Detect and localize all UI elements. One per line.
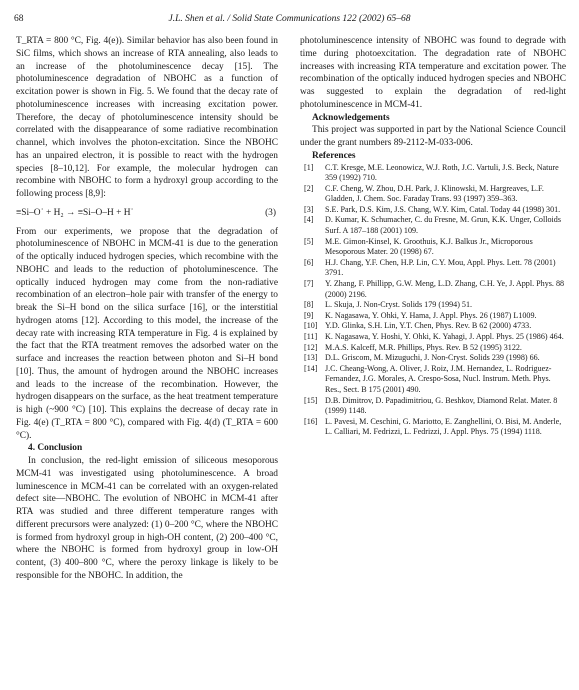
page-header xyxy=(14,14,565,28)
section-heading-conclusion: 4. Conclusion xyxy=(28,443,83,454)
section-heading-acknowledgements: Acknowledgements xyxy=(312,112,390,123)
reference-item xyxy=(300,237,566,258)
reference-number: [11] xyxy=(304,332,318,341)
section-heading-references: References xyxy=(312,150,356,161)
right-column xyxy=(300,35,566,438)
reference-text: Y.D. Glinka, S.H. Lin, Y.T. Chen, Phys. Rev. B 62 (2000) 4733. xyxy=(325,321,532,331)
reference-number: [1] xyxy=(304,162,314,172)
reference-text: H.J. Chang, Y.F. Chen, H.P. Lin, C.Y. Mou, Appl. Phys. Lett. 78 (2001) 3791. xyxy=(325,257,556,278)
reference-item xyxy=(300,353,566,364)
references-list xyxy=(300,163,566,438)
reference-number: [7] xyxy=(304,279,314,289)
reference-number: [6] xyxy=(304,257,314,267)
reference-item xyxy=(300,332,566,343)
reference-item xyxy=(300,258,566,279)
reference-text: K. Nagasawa, Y. Ohki, Y. Hama, J. Appl. Phys. 26 (1987) L1009. xyxy=(325,310,537,320)
reference-text: Y. Zhang, F. Phillipp, G.W. Meng, L.D. Zhang, C.H. Ye, J. Appl. Phys. 88 (2000) 2196. xyxy=(325,279,565,299)
reference-text: D. Kumar, K. Schumacher, C. du Fresne, M. Grun, K.K. Unger, Colloids Surf. A 187–188 (2001) 109. xyxy=(325,215,561,236)
reference-text: D.L. Griscom, M. Mizuguchi, J. Non-Cryst. Solids 239 (1998) 66. xyxy=(325,353,540,363)
reference-number: [5] xyxy=(304,236,314,246)
reference-number: [15] xyxy=(304,395,318,405)
reference-item xyxy=(300,417,566,438)
reference-text: L. Skuja, J. Non-Cryst. Solids 179 (1994) 51. xyxy=(325,300,473,310)
conclusion-paragraph: In conclusion, the red-light emission of siliceous mesoporous MCM-41 was investigated using photoluminescence. A broad luminescence in MCM-41 can be correlated with an oxygen-related defect site—NBOHC. The evolution of NBOHC in MCM-41 after RTA was studied and three different temperature ranges with different precursors were analyzed: (1) 0–200 °C, where the NBOHC is formed from hydroxyl group in high-OH content, (2) 200–400 °C, where the NBOHC is formed from hydroxyl group in low-OH content, (3) 400–800 °C, where the peroxy linkage is likely to be responsible for the NBOHC. In addition, the xyxy=(16,456,278,581)
reference-text: C.F. Cheng, W. Zhou, D.H. Park, J. Klinowski, M. Hargreaves, L.F. Gladden, J. Chem. Soc. Faraday Trans. 93 (1997) 359–363. xyxy=(325,183,544,204)
reference-item xyxy=(300,163,566,184)
reference-number: [14] xyxy=(304,363,318,373)
reference-item xyxy=(300,364,566,396)
equation-formula: ≡Si–O˙ + H₂ → ≡Si–O–H + H˙ xyxy=(16,207,134,218)
reference-number: [2] xyxy=(304,183,314,193)
reference-text: C.T. Kresge, M.E. Leonowicz, W.J. Roth, J.C. Vartuli, J.S. Beck, Nature 359 (1992) 710. xyxy=(325,162,559,183)
reference-item xyxy=(300,184,566,205)
page-number: 68 xyxy=(14,14,24,24)
reference-number: [10] xyxy=(304,321,318,331)
equation-number: (3) xyxy=(265,207,276,218)
reference-number: [12] xyxy=(304,342,318,352)
reference-item xyxy=(300,321,566,332)
reference-item xyxy=(300,279,566,300)
reference-item xyxy=(300,396,566,417)
reference-text: K. Nagasawa, Y. Hoshi, Y. Ohki, K. Yahagi, J. Appl. Phys. 25 (1986) 464. xyxy=(325,332,564,341)
running-head: J.L. Shen et al. / Solid State Communications 122 (2002) 65–68 xyxy=(168,14,411,24)
left-column xyxy=(16,35,278,583)
reference-number: [3] xyxy=(304,204,314,214)
reference-text: M.E. Gimon-Kinsel, K. Groothuis, K.J. Balkus Jr., Microporous Mesoporous Mater. 20 (1998) 67. xyxy=(325,236,533,257)
reference-text: D.B. Dimitrov, D. Papadimitriou, G. Beshkov, Diamond Relat. Mater. 8 (1999) 1148. xyxy=(325,395,558,416)
equation-3 xyxy=(16,207,278,220)
reference-text: S.E. Park, D.S. Kim, J.S. Chang, W.Y. Kim, Catal. Today 44 (1998) 301. xyxy=(325,204,561,214)
body-paragraph: From our experiments, we propose that the degradation of photoluminescence of NBOHC in MCM-41 is due to the generation of the optically induced hydrogen species, which recombine with the NBOHC and leads to the reduction of photoluminescence. The optically induced hydrogen may come from the non-radiative recombination of an electron–hole pair with transfer of the energy to break the Si–H bond on the silica surface [16], or the interstitial hydrogen atoms [12]. According to this model, the increase of the decay rate with increasing RTA temperature in Fig. 4 is explained by the fact that the RTA treatment removes the adsorbed water on the surface and increases the reaction between photon and Si–H bond [10]. Thus, the amount of hydrogen around the NBOHC increases and leads to the increase of the recombination. However, the hydrogen disappears on the surface, as the heat treatment temperature is high (~900 °C) [10]. This explains the decrease of decay rate in Fig. 4(e) (T_RTA = 800 °C), compared with Fig. 4(d) (T_RTA = 600 °C). xyxy=(16,226,278,441)
reference-text: J.C. Cheang-Wong, A. Oliver, J. Roiz, J.M. Hernandez, L. Rodriguez-Fernandez, J.G. Morales, A. Crespo-Sosa, Nucl. Instrum. Meth. Phys. Res., Sect. B 175 (2001) 490. xyxy=(325,363,552,394)
acknowledgements-paragraph: This project was supported in part by the National Science Council under the grant numbers 89-2112-M-033-006. xyxy=(300,125,566,148)
reference-text: M.A.S. Kalceff, M.R. Phillips, Phys. Rev. B 52 (1995) 3122. xyxy=(325,342,522,352)
reference-item xyxy=(300,215,566,236)
reference-item xyxy=(300,343,566,354)
reference-number: [9] xyxy=(304,310,314,320)
reference-number: [16] xyxy=(304,416,318,426)
reference-number: [13] xyxy=(304,353,318,363)
reference-text: L. Pavesi, M. Ceschini, G. Mariotto, E. Zanghellini, O. Bisi, M. Anderle, L. Calliari, M. Fedrizzi, L. Fedrizzi, J. Appl. Phys. 75 (1994) 1118. xyxy=(325,416,562,437)
reference-number: [8] xyxy=(304,300,314,310)
reference-item xyxy=(300,311,566,322)
reference-item xyxy=(300,300,566,311)
reference-item xyxy=(300,205,566,216)
body-paragraph: photoluminescence intensity of NBOHC was found to degrade with time during photoexcitation. The degradation rate of NBOHC increases with increasing RTA temperature and excitation power. The recombination of the optically induced hydrogen species and NBOHC was suggested to explain the degradation of red-light photoluminescence in MCM-41. xyxy=(300,36,566,110)
body-paragraph: T_RTA = 800 °C, Fig. 4(e)). Similar behavior has also been found in SiC films, which shows an increase of RTA annealing, also leads to an increase of the photoluminescence decay [15]. The photoluminescence degradation of NBOHC as a function of excitation power is shown in Fig. 5. We found that the decay rate of photoluminescence increases with increasing excitation power. Therefore, the decay of photoluminescence intensity should be correlated with the disappearance of some radiative recombination channel, which involves the photon-excitation. Since the NBOHC has an unpaired electron, it is possible to react with the hydrogen species [8–10,12]. For example, the molecular hydrogen can recombine with NBOHC to form a hydroxyl group according to the following process [8,9]: xyxy=(16,36,278,199)
reference-number: [4] xyxy=(304,215,314,225)
